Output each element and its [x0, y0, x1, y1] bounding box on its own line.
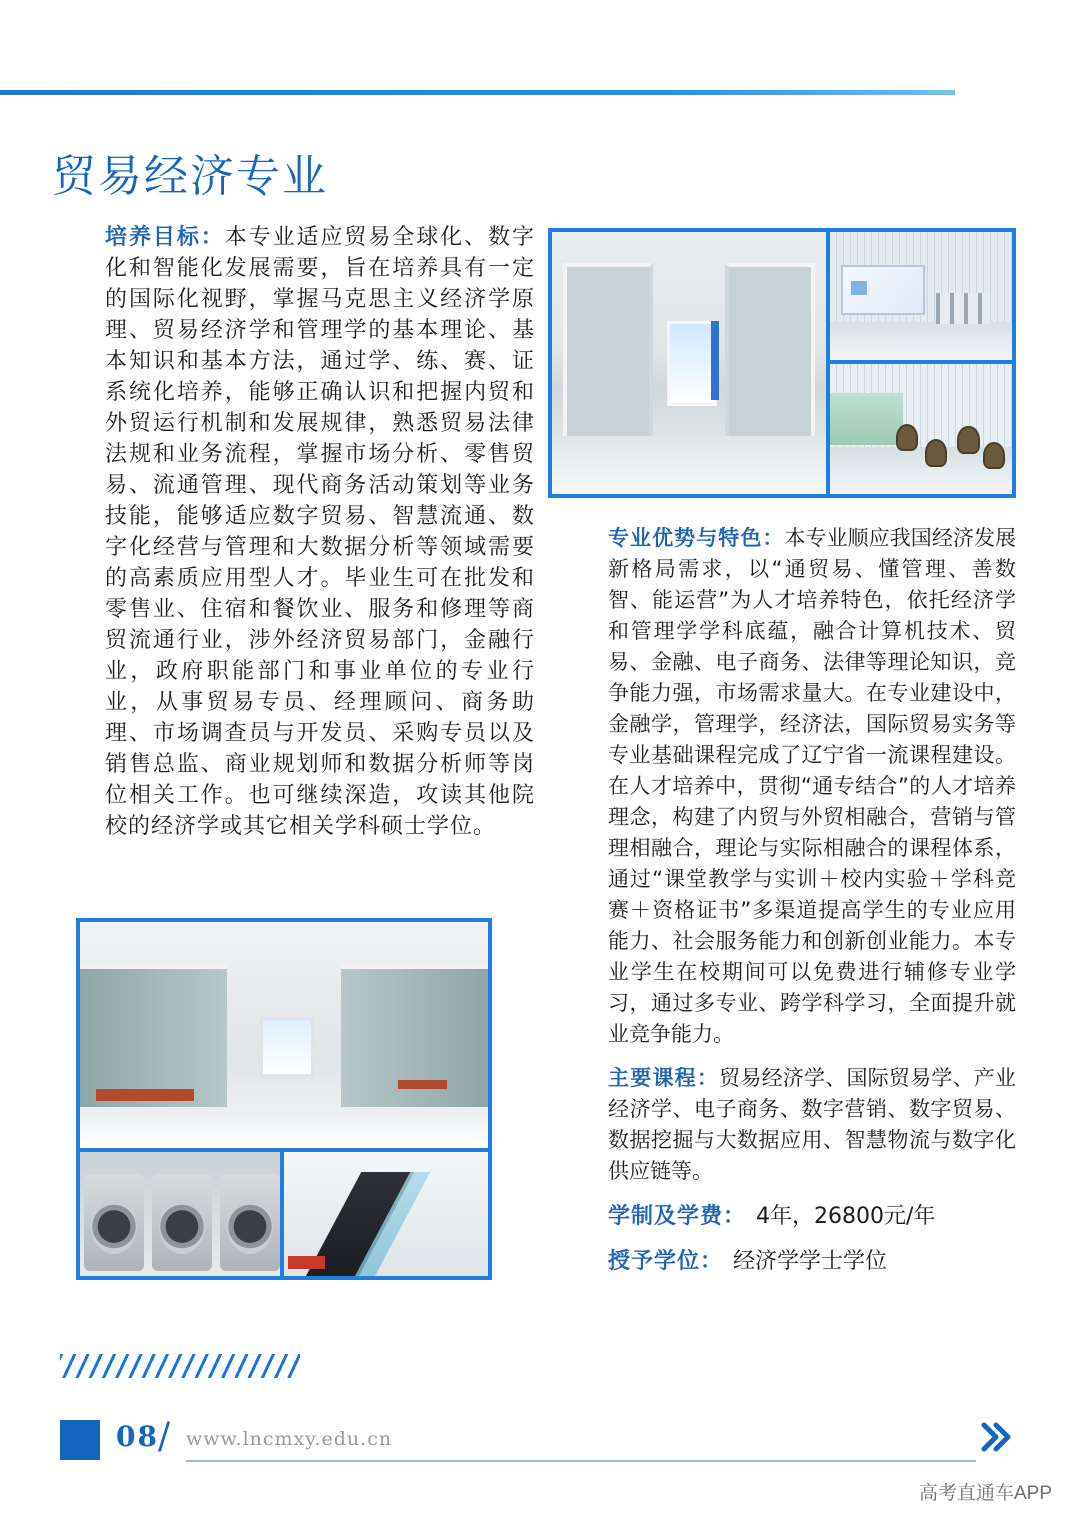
duration-fee-label: 学制及学费： [608, 1203, 747, 1229]
advantages-text: 本专业顺应我国经济发展新格局需求，以“通贸易、懂管理、善数智、能运营”为人才培养特色，依托经济学和管理学学科底蕴，融合计算机技术、贸易、金融、电子商务、法律等理论知识，竞争能力强，市场需求量大。在专业建设中，金融学，管理学，经济法，国际贸易实务等专业基础课程完成了辽宁省一流课程建设。在人才培养中，贯彻“通专结合”的人才培养理念，构建了内贸与外贸相融合，营销与管理相融合，理论与实际相融合的课程体系，通过“课堂教学与实训＋校内实验＋学科竞赛＋资格证书”多渠道提高学生的专业应用能力、社会服务能力和创新创业能力。本专业学生在校期间可以免费进行辅修专业学习，通过多专业、跨学科学习，全面提升就业竞争能力。 [608, 526, 1017, 1046]
page-number: 08 [116, 1420, 159, 1453]
service-hall-photo [830, 232, 1012, 360]
website-url[interactable]: www.lncmxy.edu.cn [186, 1428, 393, 1450]
dorm-room-photo [552, 232, 826, 494]
page-divider-slash: / [158, 1416, 171, 1457]
training-goal-section [55, 222, 535, 842]
duration-fee-line [558, 1201, 1016, 1232]
training-goal-text: 本专业适应贸易全球化、数字化和智能化发展需要，旨在培养具有一定的国际化视野，掌握马克思主义经济学原理、贸易经济学和管理学的基本理论、基本知识和基本方法，通过学、练、赛、证系统化培养，能够正确认识和把握内贸和外贸运行机制和发展规律，熟悉贸易法律法规和业务流程，掌握市场分析、零售贸易、流通管理、现代商务活动策划等业务技能，能够适应数字贸易、智慧流通、数字化经营与管理和大数据分析等领域需要的高素质应用型人才。毕业生可在批发和零售业、住宿和餐饮业、服务和修理等商贸流通行业，涉外经济贸易部门，金融行业，政府职能部门和事业单位的专业行业，从事贸易专员、经理顾问、商务助理、市场调查员与开发员、采购专员以及销售总监、商业规划师和数据分析师等岗位相关工作。也可继续深造，攻读其他院校的经济学或其它相关学科硕士学位。 [105, 225, 535, 839]
double-chevron-right-icon[interactable] [980, 1420, 1014, 1454]
degree-line [558, 1246, 1016, 1277]
advantages-section [558, 522, 1016, 1050]
app-watermark: 高考直通车APP [918, 1483, 1052, 1504]
duration-fee-value: 4年，26800元/年 [756, 1204, 936, 1229]
advantages-label: 专业优势与特色： [608, 525, 785, 550]
right-column [558, 522, 1016, 1277]
photo-collage-top [548, 228, 1016, 498]
degree-label: 授予学位： [608, 1248, 724, 1274]
top-accent-rule [0, 90, 955, 95]
training-goal-label: 培养目标： [105, 224, 225, 250]
page-title: 贸易经济专业 [52, 151, 328, 202]
escalator-photo [284, 1152, 488, 1276]
courses-text: 贸易经济学、国际贸易学、产业经济学、电子商务、数字营销、数字贸易、数据挖掘与大数据应用、智慧物流与数字化供应链等。 [608, 1066, 1017, 1183]
page-marker-square [60, 1420, 100, 1460]
footer-rule [186, 1460, 976, 1462]
laundry-photo [80, 1152, 280, 1276]
photo-collage-bottom [76, 918, 492, 1280]
lounge-photo [830, 364, 1012, 494]
decorative-slashes [60, 1354, 300, 1378]
courses-label: 主要课程： [608, 1065, 720, 1090]
degree-value: 经济学学士学位 [733, 1249, 888, 1274]
courses-section [558, 1062, 1016, 1187]
dorm-loft-photo [80, 922, 488, 1148]
